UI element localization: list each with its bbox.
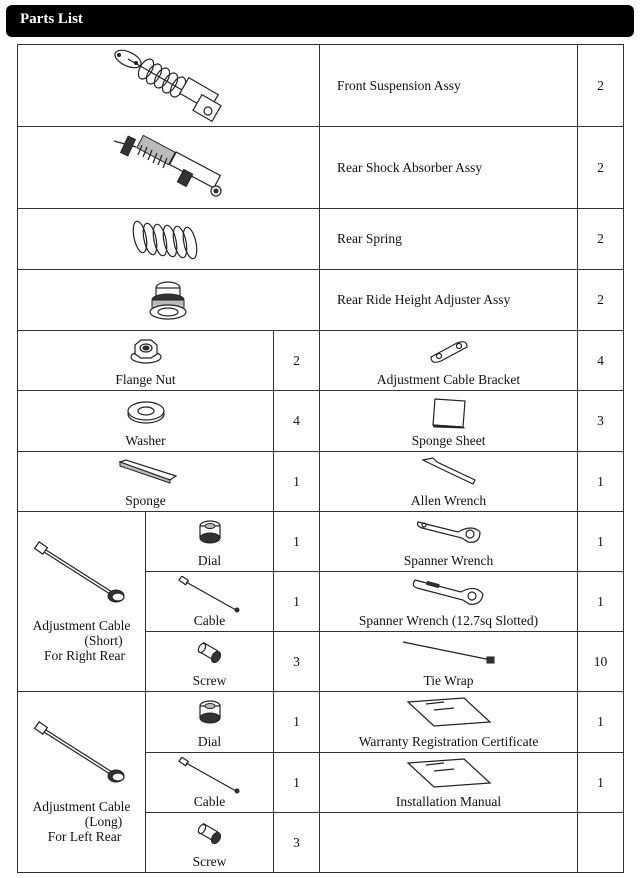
- cable-short-cable-qty: 1: [274, 572, 320, 632]
- document-icon: [404, 757, 494, 789]
- washer-cell: [18, 391, 274, 452]
- sponge-icon: [118, 458, 178, 484]
- cable-long-length: (Long): [84, 814, 123, 829]
- cable-long-dial-label: Dial: [197, 734, 222, 749]
- rear-shock-label: Rear Shock Absorber Assy: [320, 127, 578, 209]
- dial-icon: [197, 518, 223, 548]
- rear-spring-label: Rear Spring: [320, 209, 578, 270]
- cable-long-icon: [32, 720, 132, 790]
- cable-long-dial-cell: [146, 692, 274, 753]
- sponge-sheet-cell: [320, 391, 578, 452]
- cable-short-screw-cell: [146, 632, 274, 692]
- sponge-sheet-qty: 3: [578, 391, 624, 452]
- sponge-sheet-icon: [429, 397, 469, 429]
- table-row: [18, 331, 624, 391]
- cable-bracket-label: Adjustment Cable Bracket: [376, 372, 521, 387]
- tie-wrap-icon: [399, 638, 499, 666]
- warranty-qty: 1: [578, 692, 624, 753]
- flange-nut-qty: 2: [274, 331, 320, 391]
- cable-short-dial-label: Dial: [197, 553, 222, 568]
- cable-short-cell: [18, 512, 146, 692]
- spring-icon: [130, 217, 202, 263]
- front-suspension-label: Front Suspension Assy: [320, 45, 578, 127]
- table-row: [18, 127, 624, 209]
- cable-short-icon: [32, 540, 132, 610]
- page-title: Parts List: [20, 11, 83, 27]
- rear-adjuster-label: Rear Ride Height Adjuster Assy: [320, 270, 578, 331]
- cable-long-cable-label: Cable: [193, 794, 226, 809]
- warranty-cell: [320, 692, 578, 753]
- allen-wrench-icon: [419, 456, 479, 486]
- warranty-label: Warranty Registration Certificate: [358, 734, 539, 749]
- allen-wrench-cell: [320, 452, 578, 512]
- screw-icon: [196, 821, 224, 847]
- tie-wrap-cell: [320, 632, 578, 692]
- cable-long-cable-cell: [146, 753, 274, 813]
- cable-short-cable-label: Cable: [193, 613, 226, 628]
- cable-long-screw-label: Screw: [192, 854, 227, 869]
- spanner-icon: [414, 516, 484, 546]
- manual-cell: [320, 753, 578, 813]
- spanner-slotted-icon: [411, 574, 487, 608]
- cable-long-title: Adjustment Cable: [32, 799, 131, 814]
- table-row: [18, 270, 624, 331]
- cable-icon: [178, 576, 242, 614]
- dial-icon: [197, 698, 223, 728]
- sponge-cell: [18, 452, 274, 512]
- rear-spring-qty: 2: [578, 209, 624, 270]
- spanner-wrench-cell: [320, 512, 578, 572]
- table-row: [18, 512, 624, 572]
- table-row: [18, 45, 624, 127]
- spanner-slotted-qty: 1: [578, 572, 624, 632]
- cable-long-cable-qty: 1: [274, 753, 320, 813]
- cable-long-screw-cell: [146, 813, 274, 873]
- flange-nut-label: Flange Nut: [115, 372, 176, 387]
- parts-table: [17, 44, 624, 873]
- table-row: [18, 209, 624, 270]
- cable-icon: [178, 757, 242, 795]
- allen-wrench-label: Allen Wrench: [410, 493, 487, 508]
- rear-shock-image-cell: [18, 127, 320, 209]
- flange-nut-cell: [18, 331, 274, 391]
- screw-icon: [196, 640, 224, 666]
- rear-shock-qty: 2: [578, 127, 624, 209]
- manual-label: Installation Manual: [395, 794, 502, 809]
- table-row: [18, 391, 624, 452]
- tie-wrap-qty: 10: [578, 632, 624, 692]
- manual-qty: 1: [578, 753, 624, 813]
- cable-short-screw-label: Screw: [192, 673, 227, 688]
- rear-spring-image-cell: [18, 209, 320, 270]
- allen-wrench-qty: 1: [578, 452, 624, 512]
- cable-bracket-qty: 4: [578, 331, 624, 391]
- cable-short-dial-cell: [146, 512, 274, 572]
- front-suspension-image-cell: [18, 45, 320, 127]
- cable-long-screw-qty: 3: [274, 813, 320, 873]
- table-row: [18, 692, 624, 753]
- sponge-sheet-label: Sponge Sheet: [411, 433, 486, 448]
- sponge-label: Sponge: [125, 493, 166, 508]
- tie-wrap-label: Tie Wrap: [423, 673, 474, 688]
- cable-bracket-cell: [320, 331, 578, 391]
- parts-list-header: [6, 5, 634, 37]
- washer-qty: 4: [274, 391, 320, 452]
- cable-long-cell: [18, 692, 146, 873]
- front-suspension-icon: [108, 47, 228, 125]
- bracket-icon: [427, 339, 471, 363]
- cable-short-side: For Right Rear: [44, 648, 125, 663]
- spanner-wrench-qty: 1: [578, 512, 624, 572]
- washer-label: Washer: [125, 433, 166, 448]
- flange-nut-icon: [129, 337, 163, 365]
- rear-shock-icon: [110, 133, 230, 205]
- sponge-qty: 1: [274, 452, 320, 512]
- cable-long-side: For Left Rear: [47, 829, 122, 844]
- cable-short-title: Adjustment Cable: [32, 618, 131, 633]
- adjuster-icon: [144, 276, 192, 326]
- rear-adjuster-image-cell: [18, 270, 320, 331]
- cable-short-screw-qty: 3: [274, 632, 320, 692]
- rear-adjuster-qty: 2: [578, 270, 624, 331]
- spanner-slotted-label: Spanner Wrench (12.7sq Slotted): [358, 613, 539, 628]
- cable-long-dial-qty: 1: [274, 692, 320, 753]
- cable-short-cable-cell: [146, 572, 274, 632]
- spanner-slotted-cell: [320, 572, 578, 632]
- empty-qty-cell: [578, 813, 624, 873]
- front-suspension-qty: 2: [578, 45, 624, 127]
- table-row: [18, 452, 624, 512]
- document-icon: [404, 696, 494, 728]
- empty-cell: [320, 813, 578, 873]
- washer-icon: [126, 399, 166, 425]
- cable-short-dial-qty: 1: [274, 512, 320, 572]
- spanner-wrench-label: Spanner Wrench: [403, 553, 494, 568]
- cable-short-length: (Short): [84, 633, 123, 648]
